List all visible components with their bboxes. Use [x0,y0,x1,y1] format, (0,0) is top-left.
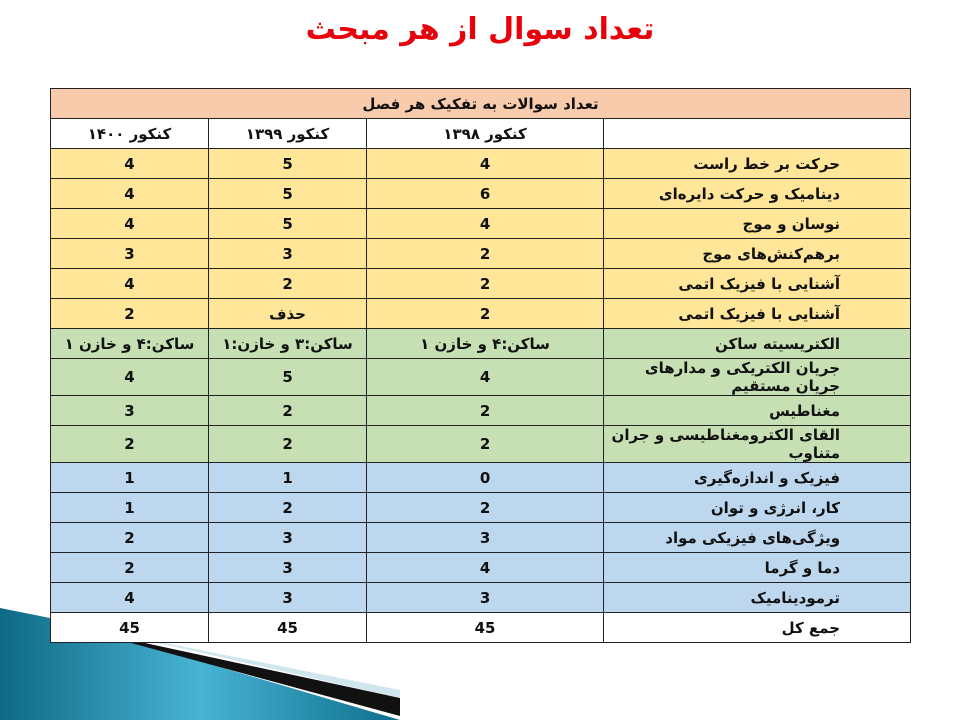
count-cell: 3 [367,523,604,553]
topic-cell: ترمودینامیک [604,583,911,613]
count-cell: ساکن:۴ و خازن ۱ [367,329,604,359]
topic-cell: فیزیک و اندازه‌گیری [604,463,911,493]
count-cell: 1 [51,463,209,493]
count-cell: 5 [209,179,367,209]
count-cell: 1 [209,463,367,493]
count-cell: 4 [51,583,209,613]
count-cell: 3 [209,583,367,613]
table-row [51,359,911,396]
count-cell: 3 [367,583,604,613]
table-row [51,613,911,643]
topic-cell: حرکت بر خط راست [604,149,911,179]
count-cell: 4 [51,269,209,299]
count-cell: 2 [367,396,604,426]
table-row [51,209,911,239]
topic-cell: الکتریسیته ساکن [604,329,911,359]
count-cell: 3 [51,239,209,269]
table-row [51,493,911,523]
count-cell: 1 [51,493,209,523]
table-row [51,149,911,179]
table-row [51,179,911,209]
questions-table [50,88,911,643]
table-row [51,583,911,613]
count-cell: 4 [51,149,209,179]
count-cell: ساکن:۴ و خازن ۱ [51,329,209,359]
table-row [51,426,911,463]
count-cell: 45 [51,613,209,643]
count-cell: 2 [51,553,209,583]
count-cell: ساکن:۳ و خازن:۱ [209,329,367,359]
count-cell: 0 [367,463,604,493]
column-header: کنکور ۱۴۰۰ [51,119,209,149]
count-cell: 4 [367,149,604,179]
count-cell: 4 [367,359,604,396]
count-cell: 45 [209,613,367,643]
count-cell: 5 [209,209,367,239]
count-cell: 3 [209,553,367,583]
count-cell: 2 [209,493,367,523]
count-cell: 4 [367,553,604,583]
topic-cell: آشنایی با فیزیک اتمی [604,269,911,299]
count-cell: 2 [51,523,209,553]
table-row [51,396,911,426]
count-cell: 2 [51,426,209,463]
count-cell: 2 [209,426,367,463]
topic-cell: برهم‌کنش‌های موج [604,239,911,269]
count-cell: 2 [367,493,604,523]
table-row [51,299,911,329]
topic-cell: کار، انرژی و توان [604,493,911,523]
table-row [51,553,911,583]
count-cell: 6 [367,179,604,209]
topic-cell: القای الکترومغناطیسی و جران متناوب [604,426,911,463]
table-row [51,329,911,359]
table-row [51,269,911,299]
table-row [51,523,911,553]
count-cell: 4 [51,359,209,396]
count-cell: 4 [51,209,209,239]
count-cell: 2 [209,396,367,426]
topic-cell: دما و گرما [604,553,911,583]
count-cell: 4 [51,179,209,209]
table-caption: تعداد سوالات به تفکیک هر فصل [51,89,911,119]
count-cell: 4 [367,209,604,239]
table-row [51,463,911,493]
count-cell: 3 [209,239,367,269]
count-cell: 2 [367,299,604,329]
count-cell: 2 [367,426,604,463]
count-cell: 45 [367,613,604,643]
column-header-row [51,119,911,149]
column-header: کنکور ۱۳۹۹ [209,119,367,149]
count-cell: 2 [51,299,209,329]
count-cell: 2 [209,269,367,299]
page-title: تعداد سوال از هر مبحث [305,12,655,47]
topic-cell: جمع کل [604,613,911,643]
count-cell: 3 [51,396,209,426]
topic-cell: ویژگی‌های فیزیکی مواد [604,523,911,553]
table-row [51,239,911,269]
count-cell: 5 [209,149,367,179]
count-cell: حذف [209,299,367,329]
count-cell: 2 [367,269,604,299]
topic-cell: آشنایی با فیزیک اتمی [604,299,911,329]
topic-cell: دینامیک و حرکت دایره‌ای [604,179,911,209]
count-cell: 3 [209,523,367,553]
count-cell: 2 [367,239,604,269]
topic-cell: مغناطیس [604,396,911,426]
topic-cell: نوسان و موج [604,209,911,239]
topic-cell: جریان الکتریکی و مدارهای جریان مستقیم [604,359,911,396]
column-header [604,119,911,149]
count-cell: 5 [209,359,367,396]
column-header: کنکور ۱۳۹۸ [367,119,604,149]
